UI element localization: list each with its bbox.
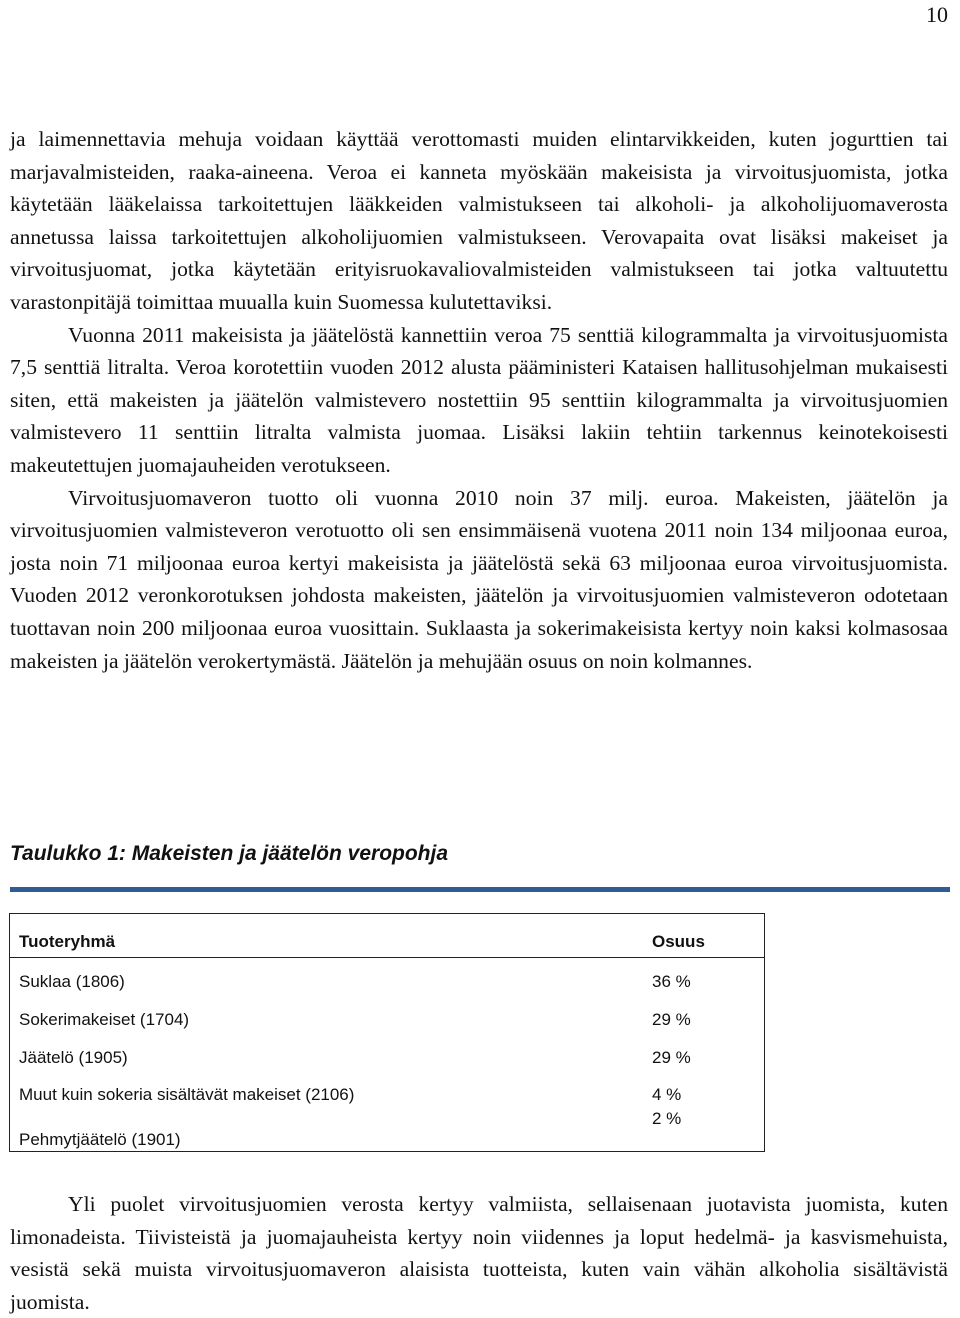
paragraph-1: ja laimennettavia mehuja voidaan käyttää verottomasti muiden elintarvikkeiden, kuten jogurttien tai marjavalmisteiden, raaka-aineena. Veroa ei kanneta myöskään makeisista ja virvoitusjuomista, jotka käytetään lääkelaissa tarkoitettujen lääkkeiden valmistukseen tai alkoholi- ja alkoholijuomaverosta annetussa laissa tarkoitettujen alkoholijuomien valmistukseen. Verovapaita ovat lisäksi makeiset ja virvoitusjuomat, jotka käytetään erityisruokavaliovalmisteiden valmistukseen tai jotka valtuutettu varastonpitäjä toimittaa muualla kuin Suomessa kulutettaviksi. bbox=[10, 127, 948, 314]
table-cell-share: 2 % bbox=[652, 1109, 682, 1128]
caption-rule bbox=[10, 887, 950, 892]
table-cell-group: Pehmytjäätelö (1901) bbox=[19, 1130, 181, 1149]
table-cell-group: Muut kuin sokeria sisältävät makeiset (2106) bbox=[19, 1085, 355, 1104]
table-cell-share: 29 % bbox=[652, 1048, 691, 1067]
table-cell-group: Jäätelö (1905) bbox=[19, 1048, 128, 1067]
table-cell-share: 29 % bbox=[652, 1010, 691, 1029]
paragraph-3: Virvoitusjuomaveron tuotto oli vuonna 2010 noin 37 milj. euroa. Makeisten, jäätelön ja virvoitusjuomien valmisteveron verotuotto oli sen ensimmäisenä vuotena 2011 noin 134 miljoonaa euroa, josta noin 71 miljoonaa euroa kertyi makeisista ja jäätelöstä sekä 63 miljoonaa euroa virvoitusjuomista. Vuoden 2012 veronkorotuksen johdosta makeisten, jäätelön ja virvoitusjuomien valmisteveron odotetaan tuottavan noin 200 miljoonaa euroa vuosittain. Suklaasta ja sokerimakeisista kertyy noin kaksi kolmasosaa makeisten ja jäätelön verokertymästä. Jäätelön ja mehujään osuus on noin kolmannes. bbox=[10, 485, 948, 673]
body-text-bottom bbox=[10, 1188, 948, 1318]
table-cell-group: Suklaa (1806) bbox=[19, 972, 125, 991]
table-header-rule bbox=[10, 957, 764, 958]
table-caption: Taulukko 1: Makeisten ja jäätelön veropohja bbox=[10, 842, 449, 865]
table-header-group: Tuoteryhmä bbox=[19, 932, 116, 951]
table-cell-share: 36 % bbox=[652, 972, 691, 991]
table-cell-share: 4 % bbox=[652, 1085, 682, 1104]
table-cell-group: Sokerimakeiset (1704) bbox=[19, 1010, 190, 1029]
paragraph-2: Vuonna 2011 makeisista ja jäätelöstä kannettiin veroa 75 senttiä kilogrammalta ja virvoitusjuomista 7,5 senttiä litralta. Veroa korotettiin vuoden 2012 alusta pääministeri Kataisen hallitusohjelman mukaisesti siten, että makeisten ja jäätelön valmistevero nostettiin 95 senttiin kilogrammalta ja virvoitusjuomien valmistevero 11 senttiin litralta valmista juomaa. Lisäksi lakiin tehtiin tarkennus keinotekoisesti makeutettujen juomajauheiden verotukseen. bbox=[10, 322, 948, 477]
table-header-share: Osuus bbox=[652, 932, 705, 951]
tax-base-table bbox=[9, 913, 765, 1152]
page-number: 10 bbox=[926, 2, 948, 27]
body-text-top bbox=[10, 123, 948, 677]
paragraph-4: Yli puolet virvoitusjuomien verosta kertyy valmiista, sellaisenaan juotavista juomista, kuten limonadeista. Tiivisteistä ja juomajauheista kertyy noin viidennes ja loput hedelmä- ja kasvismehuista, vesistä sekä muista virvoitusjuomaveron alaisista tuotteista, kuten vain vähän alkoholia sisältävistä juomista. bbox=[10, 1192, 948, 1314]
